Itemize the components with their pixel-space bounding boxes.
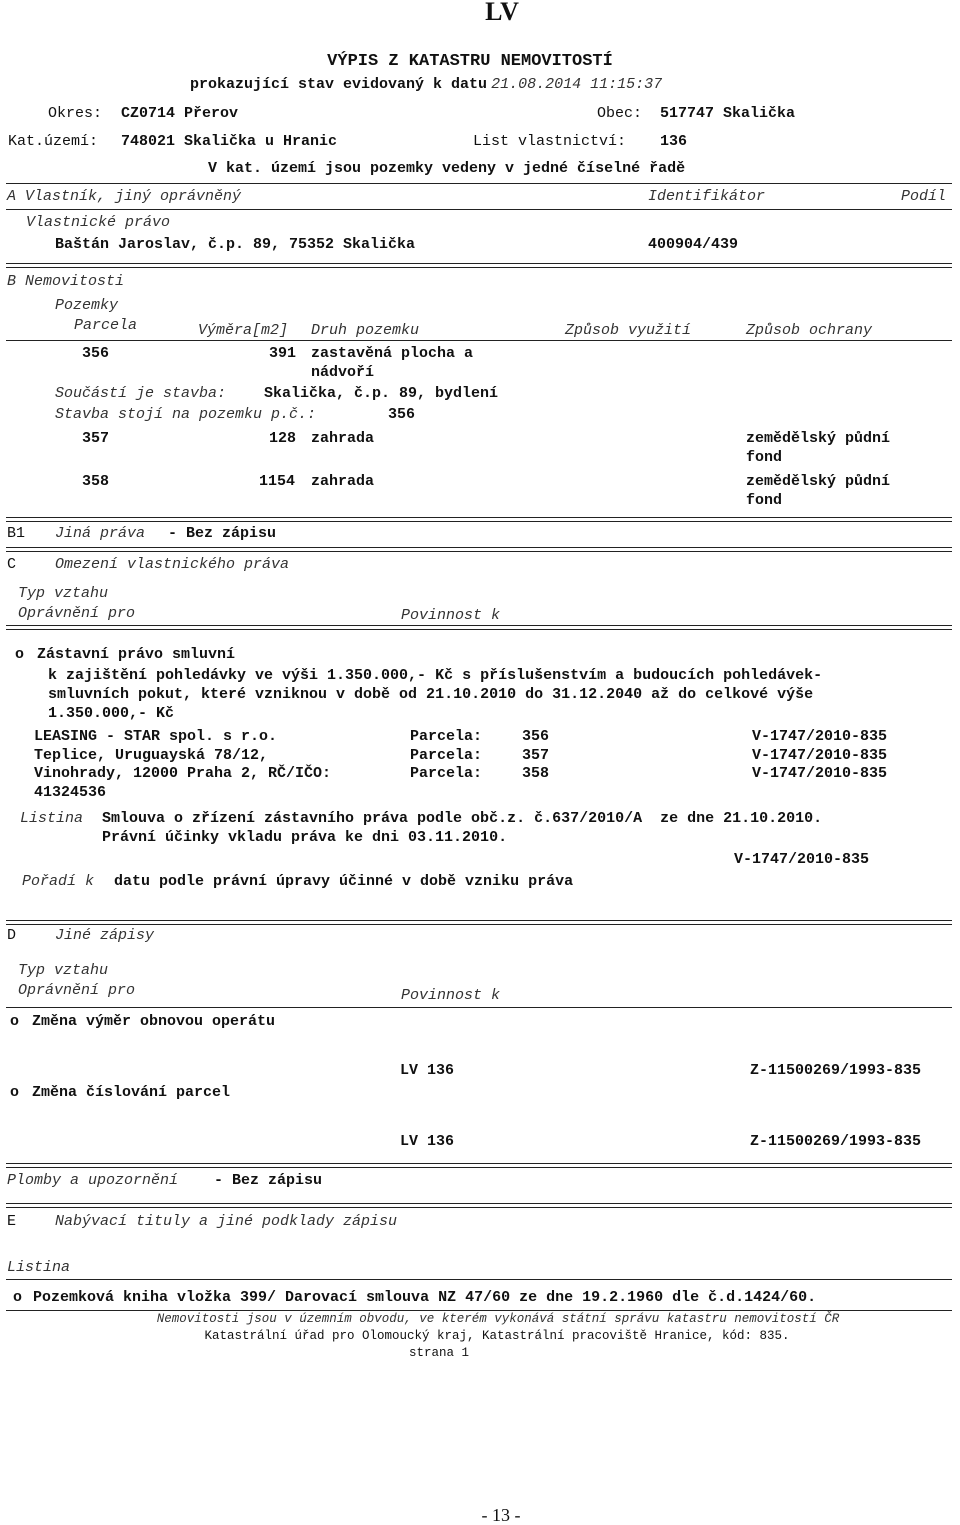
- divider: [6, 1007, 952, 1008]
- title-deed-item: Pozemková kniha vložka 399/ Darovací smlouva NZ 47/60 ze dne 19.2.1960 dle č.d.1424/60.: [33, 1289, 817, 1306]
- parcel-number: 357: [522, 747, 550, 764]
- other-record-ref: Z-11500269/1993-835: [750, 1133, 922, 1150]
- section-b-subheading: Pozemky: [55, 297, 119, 314]
- parcel-type: zastavěná plocha a: [311, 345, 474, 362]
- divider: [6, 209, 952, 210]
- lv-label: List vlastnictví:: [473, 133, 627, 150]
- footer-line: Katastrální úřad pro Olomoucký kraj, Katastrální pracoviště Hranice, kód: 835.: [204, 1329, 790, 1343]
- plomby-heading: Plomby a upozornění: [7, 1172, 179, 1189]
- party-id: 41324536: [34, 784, 107, 801]
- double-divider: [6, 517, 952, 522]
- divider: [6, 1279, 952, 1280]
- divider: [6, 183, 952, 184]
- subtitle-date: 21.08.2014 11:15:37: [491, 76, 663, 93]
- parcel-number: 356: [82, 345, 110, 362]
- owner-id: 400904/439: [648, 236, 739, 253]
- parcel-type: zahrada: [311, 473, 375, 490]
- katuzemi-label: Kat.území:: [8, 133, 99, 150]
- parcel-type: zahrada: [311, 430, 375, 447]
- double-divider: [6, 547, 952, 552]
- parcel-number: 356: [522, 728, 550, 745]
- listina-text: Smlouva o zřízení zástavního práva podle obč.z. č.637/2010/A ze dne 21.10.2010.: [102, 810, 823, 827]
- party-address: Vinohrady, 12000 Praha 2, RČ/IČO:: [34, 765, 332, 782]
- bullet-icon: o: [10, 1084, 20, 1101]
- double-divider: [6, 625, 952, 630]
- lv-value: 136: [660, 133, 688, 150]
- other-record-title: Změna číslování parcel: [32, 1084, 231, 1101]
- obec-value: 517747 Skalička: [660, 105, 796, 122]
- owner-name: Baštán Jaroslav, č.p. 89, 75352 Skalička: [55, 236, 416, 253]
- listina-ref: V-1747/2010-835: [734, 851, 870, 868]
- section-b1-heading: Jiná práva: [55, 525, 146, 542]
- typ-vztahu: Typ vztahu: [18, 585, 109, 602]
- parcel-area: 391: [269, 345, 297, 362]
- double-divider: [6, 920, 952, 925]
- col-vymera: Výměra[m2]: [198, 322, 289, 339]
- double-divider: [6, 263, 952, 268]
- bullet-icon: o: [13, 1289, 23, 1306]
- listina-label: Listina: [7, 1259, 71, 1276]
- other-record-ref: Z-11500269/1993-835: [750, 1062, 922, 1079]
- parcel-label: Parcela:: [410, 765, 483, 782]
- parcel-ref: V-1747/2010-835: [752, 765, 888, 782]
- obec-label: Obec:: [597, 105, 643, 122]
- party-address: Teplice, Uruguayská 78/12,: [34, 747, 269, 764]
- parcel-protection-cont: fond: [746, 449, 783, 466]
- poradi-text: datu podle právní úpravy účinné v době vzniku práva: [114, 873, 574, 890]
- other-record-lv: LV 136: [400, 1133, 455, 1150]
- page-number: - 13 -: [481, 1505, 521, 1525]
- parcel-ref: V-1747/2010-835: [752, 728, 888, 745]
- cadastre-note: V kat. území jsou pozemky vedeny v jedné číselné řadě: [208, 160, 686, 177]
- section-b1-value: - Bez zápisu: [168, 525, 277, 542]
- opravneni-pro: Oprávnění pro: [18, 982, 136, 999]
- typ-vztahu: Typ vztahu: [18, 962, 109, 979]
- parcel-protection-cont: fond: [746, 492, 783, 509]
- section-c-label: C: [7, 556, 17, 573]
- bullet-icon: o: [15, 646, 25, 663]
- section-d-heading: Jiné zápisy: [55, 927, 155, 944]
- okres-label: Okres:: [48, 105, 103, 122]
- other-record-title: Změna výměr obnovou operátu: [32, 1013, 276, 1030]
- section-a-heading: A Vlastník, jiný oprávněný: [7, 188, 242, 205]
- opravneni-pro: Oprávnění pro: [18, 605, 136, 622]
- col-vyuziti: Způsob využití: [565, 322, 692, 339]
- katuzemi-value: 748021 Skalička u Hranic: [121, 133, 338, 150]
- stavba-label: Stavba stojí na pozemku p.č.:: [55, 406, 317, 423]
- section-e-label: E: [7, 1213, 17, 1230]
- parcel-protection: zemědělský půdní: [746, 473, 891, 490]
- parcel-label: Parcela:: [410, 747, 483, 764]
- soucasti-label: Součástí je stavba:: [55, 385, 227, 402]
- povinnost-k: Povinnost k: [401, 607, 501, 624]
- section-b1-label: B1: [7, 525, 26, 542]
- page-header: LV: [485, 0, 519, 26]
- parcel-protection: zemědělský půdní: [746, 430, 891, 447]
- listina-text: Právní účinky vkladu práva ke dni 03.11.2010.: [102, 829, 508, 846]
- parcel-type-cont: nádvoří: [311, 364, 375, 381]
- section-e-heading: Nabývací tituly a jiné podklady zápisu: [55, 1213, 398, 1230]
- party-name: LEASING - STAR spol. s r.o.: [34, 728, 278, 745]
- parcel-number: 357: [82, 430, 110, 447]
- parcel-area: 128: [269, 430, 297, 447]
- subtitle-prefix: prokazující stav evidovaný k datu: [190, 76, 488, 93]
- col-podil: Podíl: [901, 188, 947, 205]
- section-c-heading: Omezení vlastnického práva: [55, 556, 290, 573]
- parcel-label: Parcela:: [410, 728, 483, 745]
- col-parcela: Parcela: [74, 317, 138, 334]
- col-identifikator: Identifikátor: [648, 188, 766, 205]
- section-b-heading: B Nemovitosti: [7, 273, 125, 290]
- divider: [6, 340, 952, 341]
- lien-text: k zajištění pohledávky ve výši 1.350.000,- Kč s příslušenstvím a budoucích pohledávek-: [48, 667, 823, 684]
- lien-text: 1.350.000,- Kč: [48, 705, 175, 722]
- section-d-label: D: [7, 927, 17, 944]
- lien-text: smluvních pokut, které vzniknou v době od 21.10.2010 do 31.12.2040 až do celkové výše: [48, 686, 814, 703]
- footer-page: strana 1: [408, 1346, 470, 1360]
- poradi-label: Pořadí k: [22, 873, 95, 890]
- stavba-value: 356: [388, 406, 416, 423]
- col-druh: Druh pozemku: [311, 322, 420, 339]
- other-record-lv: LV 136: [400, 1062, 455, 1079]
- double-divider: [6, 1163, 952, 1168]
- col-ochrany: Způsob ochrany: [746, 322, 873, 339]
- soucasti-value: Skalička, č.p. 89, bydlení: [264, 385, 499, 402]
- double-divider: [6, 1203, 952, 1208]
- parcel-number: 358: [522, 765, 550, 782]
- okres-value: CZ0714 Přerov: [121, 105, 239, 122]
- footer-line: Nemovitosti jsou v územním obvodu, ve kterém vykonává státní správu katastru nemovitostí ČR: [156, 1312, 840, 1326]
- document-subtitle: [190, 75, 662, 94]
- bullet-icon: o: [10, 1013, 20, 1030]
- parcel-number: 358: [82, 473, 110, 490]
- document-title: VÝPIS Z KATASTRU NEMOVITOSTÍ: [327, 52, 613, 71]
- povinnost-k: Povinnost k: [401, 987, 501, 1004]
- plomby-value: - Bez zápisu: [214, 1172, 323, 1189]
- section-a-subheading: Vlastnické právo: [26, 214, 171, 231]
- parcel-area: 1154: [259, 473, 296, 490]
- listina-label: Listina: [20, 810, 84, 827]
- parcel-ref: V-1747/2010-835: [752, 747, 888, 764]
- lien-title: Zástavní právo smluvní: [37, 646, 236, 663]
